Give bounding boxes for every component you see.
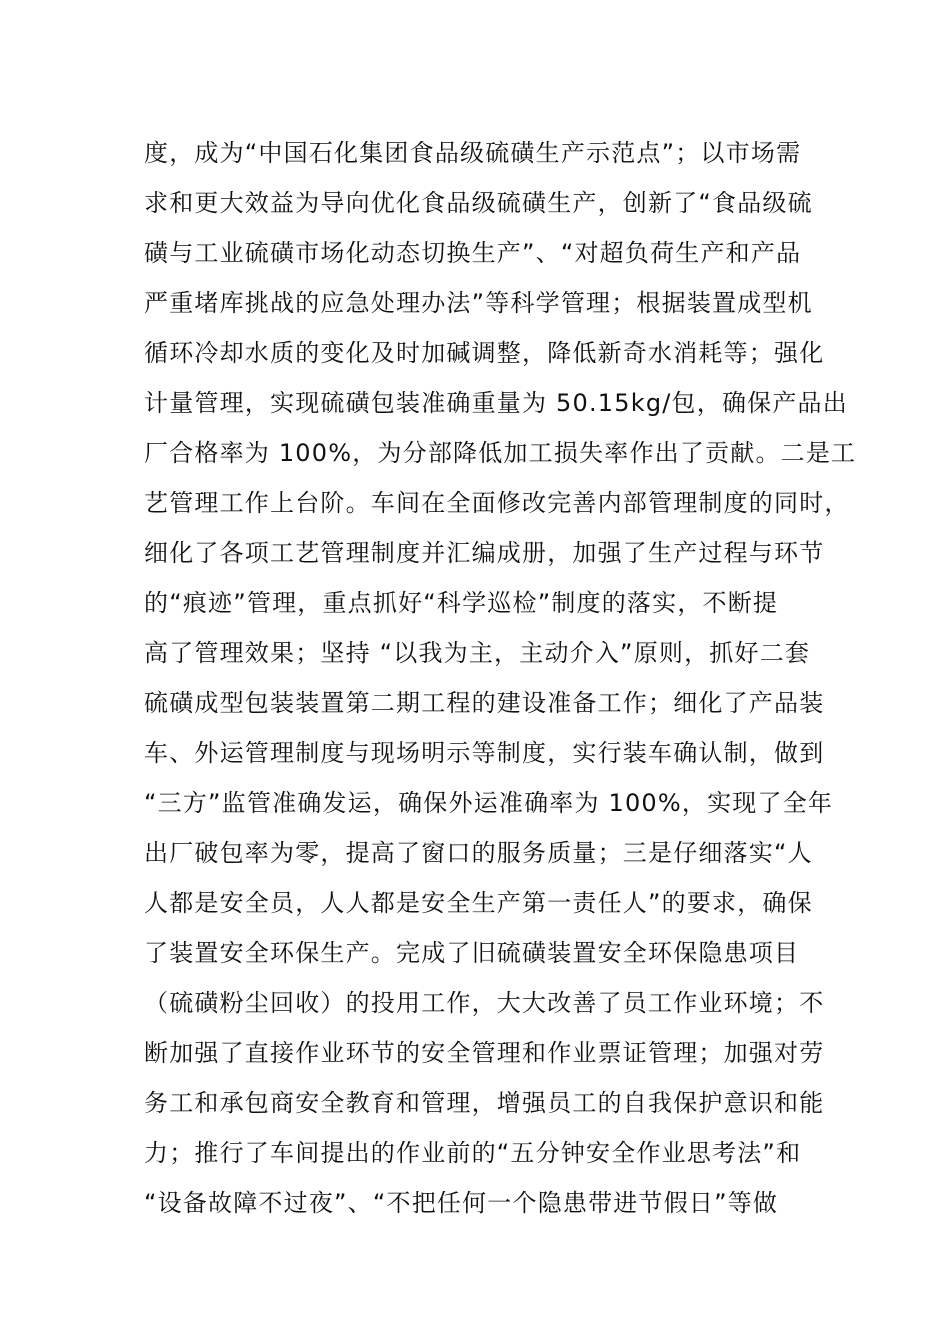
text-line: 硫磺成型包装装置第二期工程的建设准备工作；细化了产品装	[144, 689, 825, 717]
text-line: 厂合格率为 100%，为分部降低加工损失率作出了贡献。二是工	[144, 439, 857, 467]
text-line: 艺管理工作上台阶。车间在全面修改完善内部管理制度的同时，	[144, 489, 850, 517]
text-line: “设备故障不过夜”、“不把任何一个隐患带进节假日”等做	[144, 1189, 779, 1217]
text-line: 力；推行了车间提出的作业前的“五分钟安全作业思考法”和	[144, 1139, 802, 1167]
text-line: 细化了各项工艺管理制度并汇编成册，加强了生产过程与环节	[144, 539, 825, 567]
text-line: 循环冷却水质的变化及时加碱调整，降低新奇水消耗等；强化	[144, 339, 825, 367]
text-line: 的“痕迹”管理，重点抓好“科学巡检”制度的落实，不断提	[144, 589, 779, 617]
text-line: “三方”监管准确发运，确保外运准确率为 100%，实现了全年	[144, 789, 834, 817]
text-line: 严重堵库挑战的应急处理办法”等科学管理；根据装置成型机	[144, 289, 813, 317]
text-line: 高了管理效果；坚持 “以我为主，主动介入”原则，抓好二套	[144, 639, 811, 667]
text-line: 人都是安全员，人人都是安全生产第一责任人”的要求，确保	[144, 889, 813, 917]
text-line: 度，成为“中国石化集团食品级硫磺生产示范点”；以市场需	[144, 139, 802, 167]
text-line: 车、外运管理制度与现场明示等制度，实行装车确认制，做到	[144, 739, 825, 767]
text-line: （硫磺粉尘回收）的投用工作，大大改善了员工作业环境；不	[144, 989, 825, 1017]
text-line: 断加强了直接作业环节的安全管理和作业票证管理；加强对劳	[144, 1039, 825, 1067]
body-text	[144, 128, 857, 1228]
text-line: 了装置安全环保生产。完成了旧硫磺装置安全环保隐患项目	[144, 939, 800, 967]
text-line: 出厂破包率为零，提高了窗口的服务质量；三是仔细落实“人	[144, 839, 813, 867]
text-line: 务工和承包商安全教育和管理，增强员工的自我保护意识和能	[144, 1089, 825, 1117]
text-line: 磺与工业硫磺市场化动态切换生产”、“对超负荷生产和产品	[144, 239, 802, 267]
text-line: 求和更大效益为导向优化食品级硫磺生产，创新了“食品级硫	[144, 189, 813, 217]
text-line: 计量管理，实现硫磺包装准确重量为 50.15kg/包，确保产品出	[144, 389, 848, 417]
